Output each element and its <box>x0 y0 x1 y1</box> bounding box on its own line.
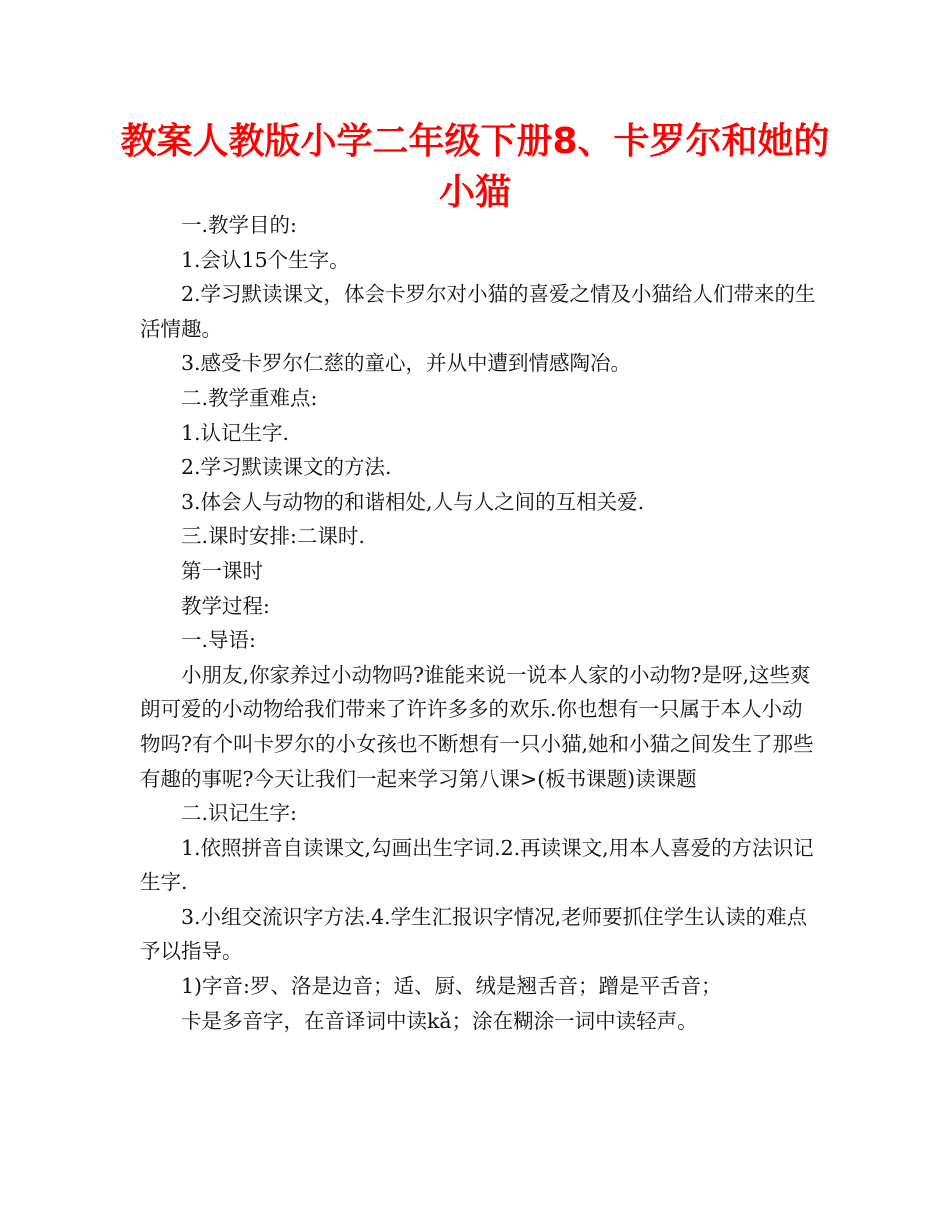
paragraph: 3.感受卡罗尔仁慈的童心，并从中遭到情感陶冶。 <box>181 351 632 376</box>
paragraph: 一.教学目的: <box>181 213 297 237</box>
paragraph: 1.认记生字. <box>181 420 290 445</box>
paragraph: 2.学习默读课文，体会卡罗尔对小猫的喜爱之情及小猫给人们带来的生活情趣。 <box>140 282 816 341</box>
paragraph: 1)字音:罗、洛是边音；适、厨、绒是翘舌音；蹭是平舌音； <box>181 974 722 999</box>
paragraph: 2.学习默读课文的方法. <box>181 455 392 480</box>
paragraph: 一.导语: <box>181 628 256 653</box>
paragraph: 1.依照拼音自读课文,勾画出生字词.2.再读课文,用本人喜爱的方法识记生字. <box>140 835 814 895</box>
paragraph: 第一课时 <box>181 558 263 583</box>
paragraph: 卡是多音字，在音译词中读kǎ；涂在糊涂一词中读轻声。 <box>181 1008 698 1033</box>
document-title: 教案人教版小学二年级下册8、卡罗尔和她的小猫 <box>120 121 830 213</box>
paragraph: 3.小组交流识字方法.4.学生汇报识字情况,老师要抓住学生认读的难点予以指导。 <box>140 904 808 964</box>
paragraph: 二.教学重难点: <box>181 385 318 410</box>
paragraph: 3.体会人与动物的和谐相处,人与人之间的互相关爱. <box>181 489 645 514</box>
paragraph: 1.会认15个生字。 <box>181 247 350 272</box>
paragraph: 三.课时安排:二课时. <box>181 524 365 549</box>
paragraph: 二.识记生字: <box>181 801 297 826</box>
paragraph: 小朋友,你家养过小动物吗?谁能来说一说本人家的小动物?是呀,这些爽朗可爱的小动物给我们带来了许许多多的欢乐.你也想有一只属于本人小动物吗?有个叫卡罗尔的小女孩也不断想有一只小猫,她和小猫之间发生了那些有趣的事呢?今天让我们一起来学习第八课>(板书课题)读课题 <box>140 662 814 791</box>
paragraph: 教学过程: <box>181 593 270 618</box>
document-body <box>140 208 820 1038</box>
